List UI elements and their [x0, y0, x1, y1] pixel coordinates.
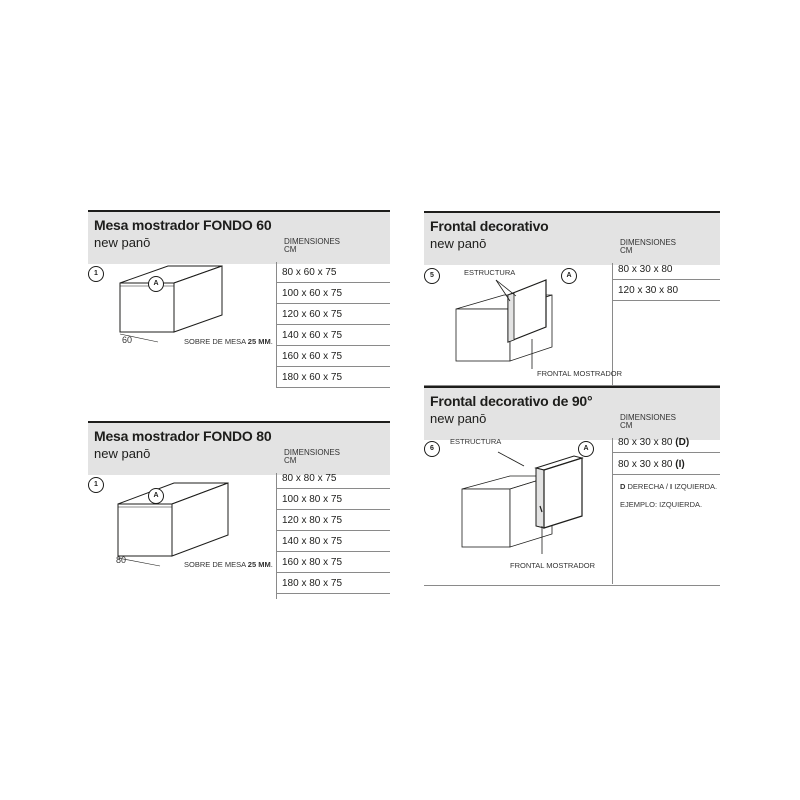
tabletop-note: SOBRE DE MESA 25 MM.: [184, 337, 273, 346]
panel-subtitle: new panō: [94, 235, 151, 250]
dimension-row: 160 x 80 x 75: [276, 552, 390, 573]
desk-drawing: [88, 421, 278, 601]
legend-direction: D DERECHA / I IZQUIERDA.: [620, 482, 718, 491]
dimension-row: 80 x 80 x 75: [276, 468, 390, 489]
panel-frontal-decorativo: [424, 211, 720, 386]
legend-example: EJEMPLO: IZQUIERDA.: [620, 500, 703, 509]
panel-mesa-fondo-80: [88, 421, 390, 601]
corner-front-panel-drawing: [424, 386, 614, 586]
callout-a-badge: A: [561, 268, 577, 284]
dimension-row: 100 x 60 x 75: [276, 283, 390, 304]
dimensions-header: DIMENSIONES CM: [284, 237, 341, 254]
dimension-row: 120 x 80 x 75: [276, 510, 390, 531]
desk-drawing: [88, 210, 278, 390]
dimensions-header: DIMENSIONES CM: [284, 448, 341, 465]
panel-title: Mesa mostrador FONDO 60: [94, 217, 272, 233]
item-number-badge: 6: [424, 441, 440, 457]
dimensions-header: DIMENSIONES CM: [620, 238, 677, 255]
panel-frontal-decorativo-90: [424, 386, 720, 586]
panel-subtitle: new panō: [430, 411, 487, 426]
dimension-row: 140 x 80 x 75: [276, 531, 390, 552]
callout-a-badge: A: [148, 276, 164, 292]
depth-label: 60: [122, 335, 133, 345]
dimensions-header: DIMENSIONES CM: [620, 413, 677, 430]
dimension-row: 120 x 30 x 80: [612, 280, 720, 301]
item-number-badge: 1: [88, 266, 104, 282]
dimension-row: 180 x 80 x 75: [276, 573, 390, 594]
structure-label: ESTRUCTURA: [450, 437, 502, 446]
dimension-row: 100 x 80 x 75: [276, 489, 390, 510]
dimension-row: 120 x 60 x 75: [276, 304, 390, 325]
dimension-row: 140 x 60 x 75: [276, 325, 390, 346]
callout-a-badge: A: [148, 488, 164, 504]
panel-mesa-fondo-60: [88, 210, 390, 390]
panel-subtitle: new panō: [430, 236, 487, 251]
item-number-badge: 1: [88, 477, 104, 493]
dimension-row: 80 x 30 x 80: [612, 259, 720, 280]
front-label: FRONTAL MOSTRADOR: [537, 369, 623, 378]
dimension-row: 80 x 30 x 80 (D): [612, 432, 720, 453]
dimension-row: 80 x 60 x 75: [276, 262, 390, 283]
panel-title: Mesa mostrador FONDO 80: [94, 428, 272, 444]
dimension-row: 160 x 60 x 75: [276, 346, 390, 367]
panel-title: Frontal decorativo: [430, 218, 549, 234]
dimension-row: 180 x 60 x 75: [276, 367, 390, 388]
panel-subtitle: new panō: [94, 446, 151, 461]
depth-label: 80: [116, 555, 127, 565]
front-label: FRONTAL MOSTRADOR: [510, 561, 596, 570]
item-number-badge: 5: [424, 268, 440, 284]
tabletop-note: SOBRE DE MESA 25 MM.: [184, 560, 273, 569]
callout-a-badge: A: [578, 441, 594, 457]
front-panel-drawing: [424, 211, 614, 386]
structure-label: ESTRUCTURA: [464, 268, 516, 277]
dimension-row: 80 x 30 x 80 (I): [612, 454, 720, 475]
panel-title: Frontal decorativo de 90°: [430, 393, 593, 409]
